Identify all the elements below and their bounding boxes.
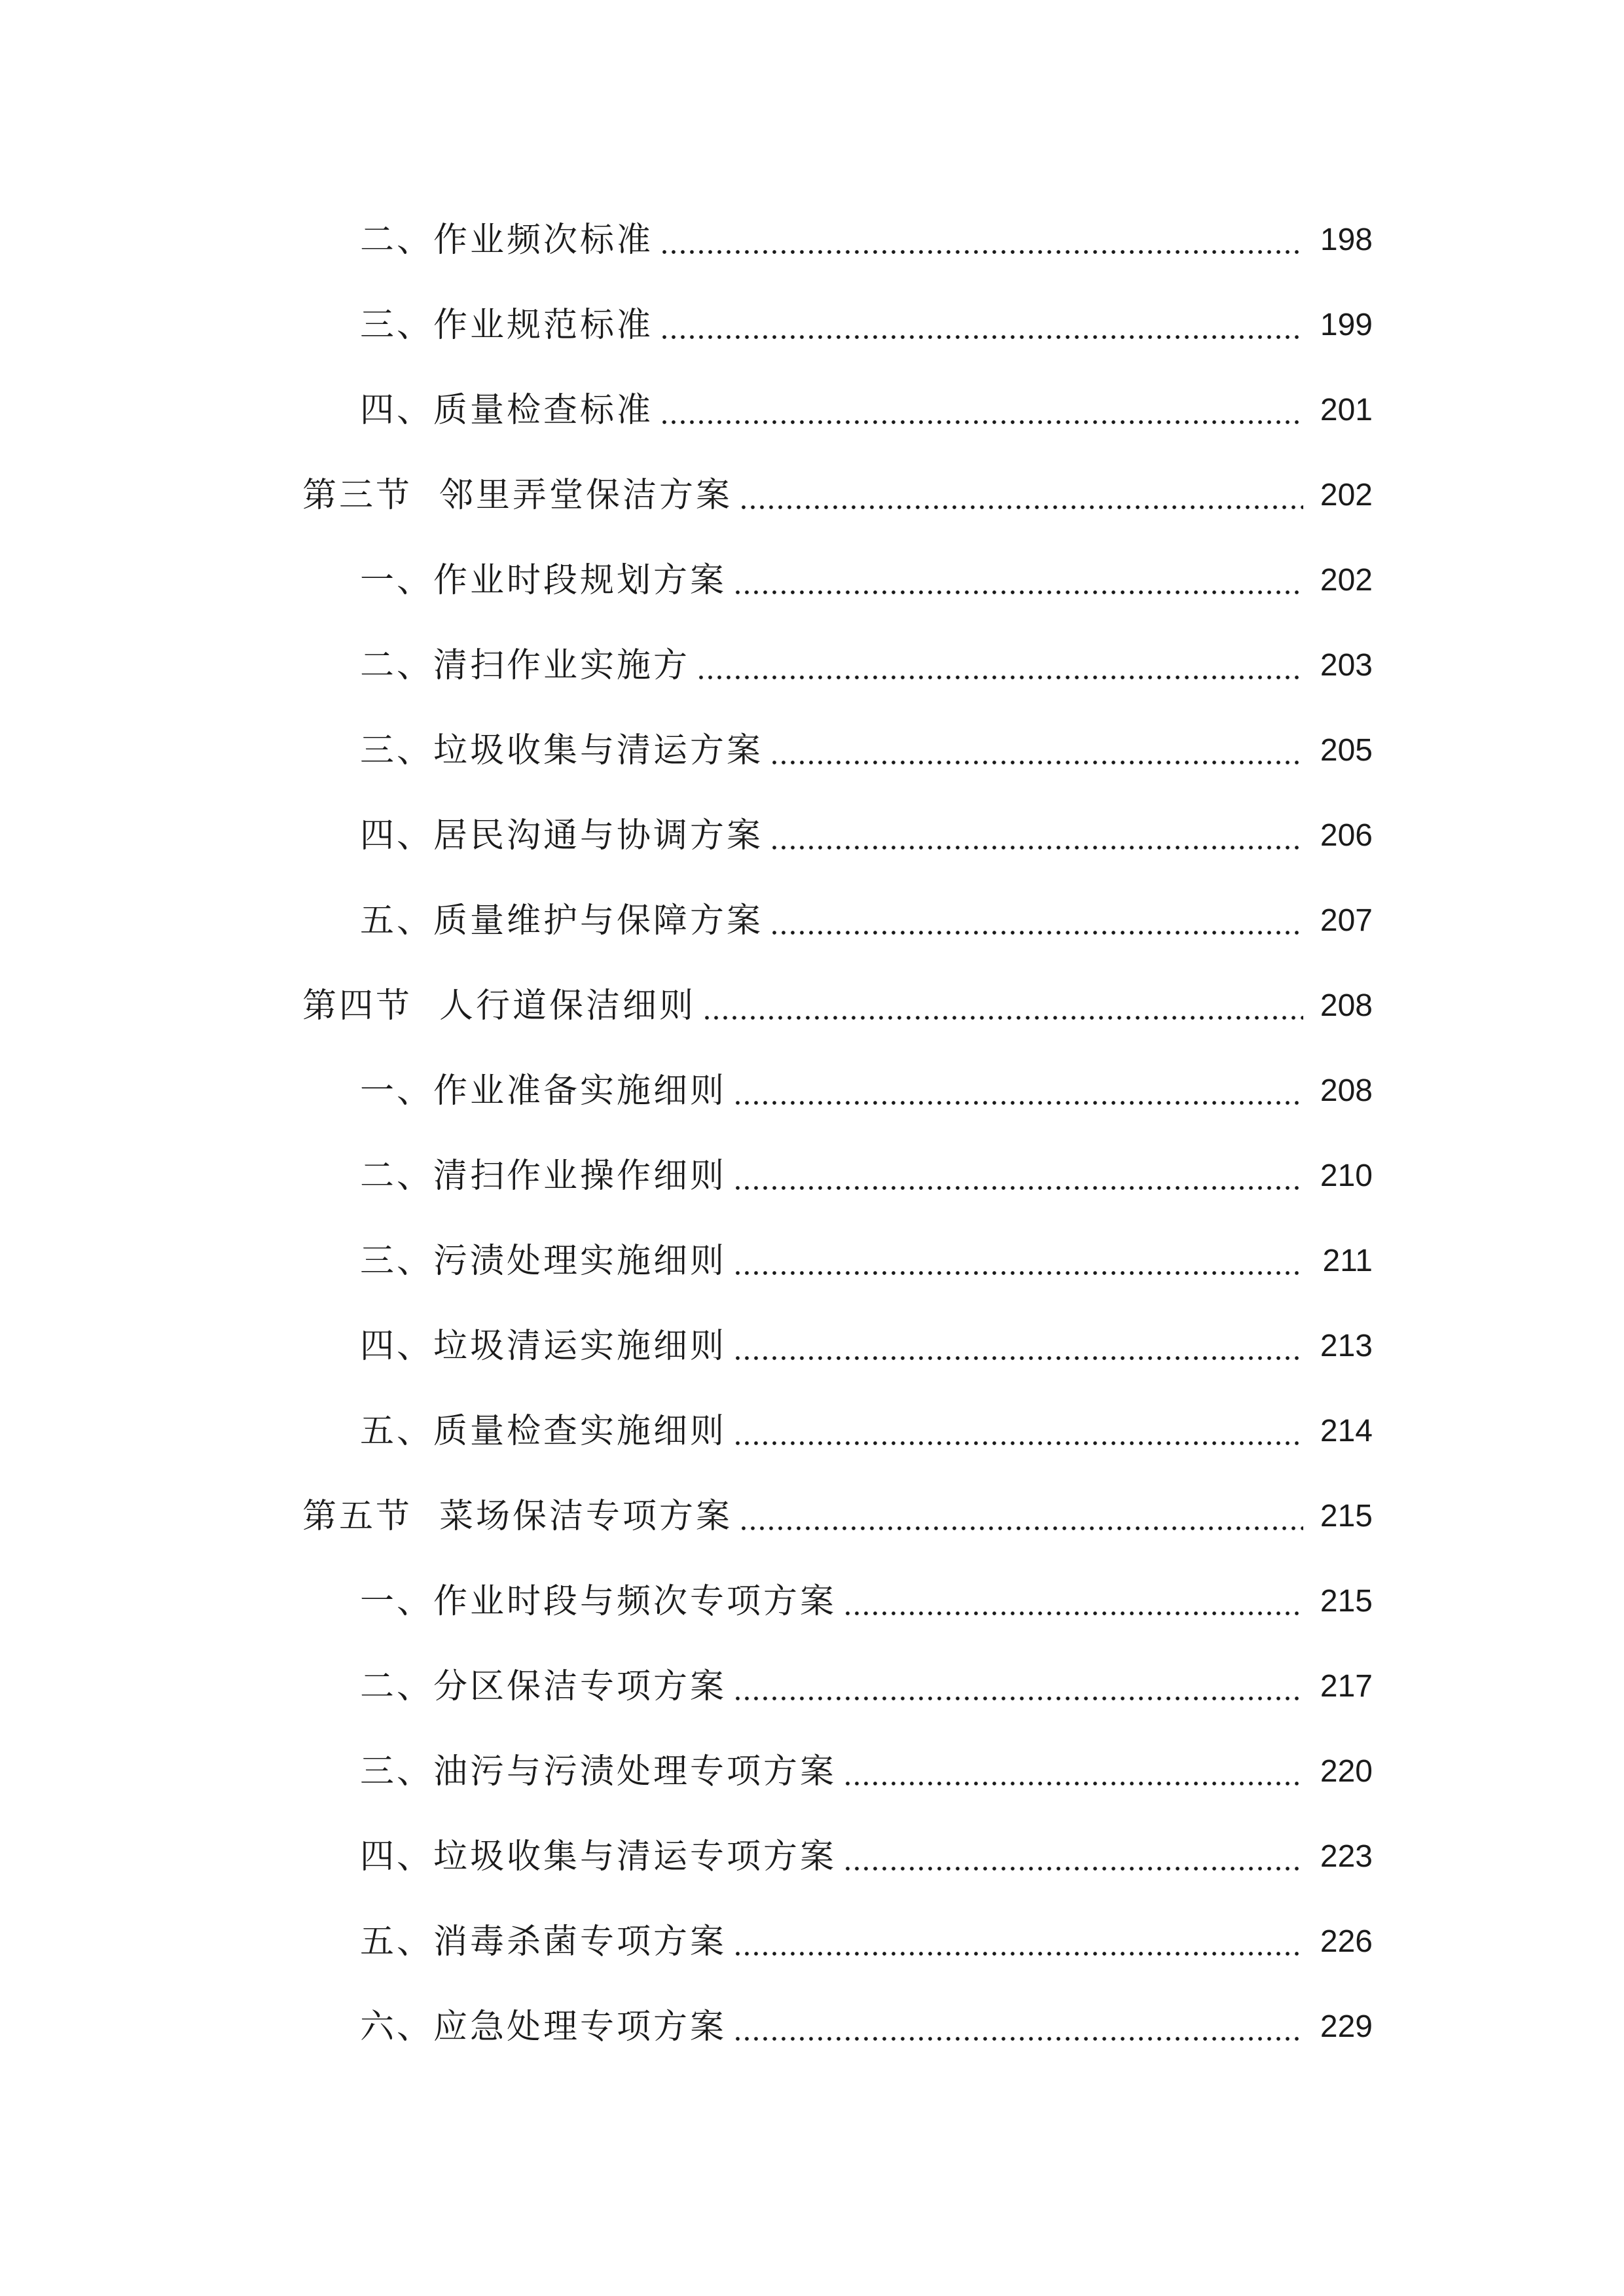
- toc-entry-page: 202: [1320, 563, 1373, 598]
- toc-entry[interactable]: [0, 1729, 1624, 1814]
- toc-entry-title: 二、清扫作业操作细则: [360, 1157, 727, 1196]
- toc-entry-page: 207: [1320, 903, 1373, 938]
- dot-leader: [733, 538, 1307, 623]
- toc-entry[interactable]: [0, 1814, 1624, 1899]
- toc-entry[interactable]: [0, 1049, 1624, 1134]
- toc-entry-page: 215: [1320, 1584, 1373, 1619]
- toc-entry[interactable]: [0, 1389, 1624, 1474]
- toc-entry-title: 一、作业时段与频次专项方案: [360, 1582, 837, 1621]
- dot-leader: [733, 1899, 1307, 1984]
- toc-entry-title: 三、污渍处理实施细则: [360, 1242, 727, 1281]
- dot-leader: [770, 708, 1307, 793]
- toc-entry-title: 四、垃圾清运实施细则: [360, 1327, 727, 1366]
- toc-entry-page: 201: [1320, 393, 1373, 427]
- toc-entry-page: 206: [1320, 818, 1373, 853]
- toc-entry-page: 208: [1320, 1073, 1373, 1108]
- toc-entry[interactable]: [0, 1219, 1624, 1304]
- toc-entry[interactable]: [0, 708, 1624, 793]
- toc-entry-page: 214: [1320, 1414, 1373, 1448]
- toc-section-entry[interactable]: [0, 1474, 1624, 1559]
- toc-entry-page: 203: [1320, 648, 1373, 683]
- toc-entry[interactable]: [0, 1984, 1624, 2070]
- dot-leader: [696, 623, 1307, 708]
- toc-entry-title: 四、质量检查标准: [360, 391, 654, 430]
- toc-entry[interactable]: [0, 623, 1624, 708]
- dot-leader: [739, 1474, 1307, 1559]
- toc-entry-title: 三、油污与污渍处理专项方案: [360, 1752, 837, 1791]
- toc-entry[interactable]: [0, 283, 1624, 368]
- toc-entry[interactable]: [0, 1134, 1624, 1219]
- toc-entry-page: 198: [1320, 223, 1373, 257]
- toc-entry-page: 229: [1320, 2009, 1373, 2044]
- toc-entry-title: 五、消毒杀菌专项方案: [360, 1922, 727, 1962]
- dot-leader: [660, 198, 1307, 283]
- toc-entry-title: 五、质量检查实施细则: [360, 1412, 727, 1451]
- toc-entry-title: 六、应急处理专项方案: [360, 2007, 727, 2047]
- dot-leader: [733, 1389, 1307, 1474]
- toc-entry-title: 二、清扫作业实施方: [360, 646, 691, 685]
- toc-entry-page: 215: [1320, 1499, 1373, 1534]
- dot-leader: [733, 1644, 1307, 1729]
- dot-leader: [843, 1814, 1307, 1899]
- toc-entry-title: 第三节 邻里弄堂保洁方案: [302, 476, 733, 515]
- toc-entry-page: 226: [1320, 1924, 1373, 1959]
- toc-entry-title: 四、垃圾收集与清运专项方案: [360, 1837, 837, 1876]
- dot-leader: [733, 1134, 1307, 1219]
- toc-section-entry[interactable]: [0, 453, 1624, 538]
- toc-entry-page: 211: [1322, 1244, 1373, 1278]
- dot-leader: [733, 1219, 1307, 1304]
- toc-entry-page: 208: [1320, 988, 1373, 1023]
- dot-leader: [770, 878, 1307, 963]
- toc-entry-title: 一、作业准备实施细则: [360, 1071, 727, 1111]
- dot-leader: [660, 283, 1307, 368]
- dot-leader: [660, 368, 1307, 453]
- toc-entry-page: 205: [1320, 733, 1373, 768]
- dot-leader: [733, 1984, 1307, 2070]
- dot-leader: [739, 453, 1307, 538]
- toc-entry-page: 202: [1320, 478, 1373, 512]
- toc-entry-title: 四、居民沟通与协调方案: [360, 816, 764, 855]
- table-of-contents: [0, 198, 1624, 2070]
- toc-entry-page: 210: [1320, 1158, 1373, 1193]
- toc-entry[interactable]: [0, 368, 1624, 453]
- toc-entry-page: 213: [1320, 1329, 1373, 1363]
- toc-entry-title: 一、作业时段规划方案: [360, 561, 727, 600]
- toc-entry-title: 五、质量维护与保障方案: [360, 901, 764, 941]
- toc-entry[interactable]: [0, 1644, 1624, 1729]
- toc-entry[interactable]: [0, 1304, 1624, 1389]
- dot-leader: [843, 1729, 1307, 1814]
- toc-entry[interactable]: [0, 198, 1624, 283]
- toc-entry-title: 第五节 菜场保洁专项方案: [302, 1497, 733, 1536]
- toc-entry-title: 二、作业频次标准: [360, 221, 654, 260]
- dot-leader: [843, 1559, 1307, 1644]
- toc-entry-title: 二、分区保洁专项方案: [360, 1667, 727, 1706]
- toc-entry[interactable]: [0, 1899, 1624, 1984]
- dot-leader: [733, 1049, 1307, 1134]
- toc-section-entry[interactable]: [0, 963, 1624, 1049]
- toc-entry-page: 220: [1320, 1754, 1373, 1789]
- dot-leader: [733, 1304, 1307, 1389]
- toc-entry-title: 三、作业规范标准: [360, 306, 654, 345]
- toc-entry-page: 199: [1320, 308, 1373, 342]
- toc-entry[interactable]: [0, 793, 1624, 878]
- toc-entry-title: 三、垃圾收集与清运方案: [360, 731, 764, 770]
- toc-entry[interactable]: [0, 538, 1624, 623]
- toc-entry[interactable]: [0, 878, 1624, 963]
- toc-entry-page: 217: [1320, 1669, 1373, 1704]
- toc-entry-title: 第四节 人行道保洁细则: [302, 986, 696, 1026]
- dot-leader: [770, 793, 1307, 878]
- dot-leader: [702, 963, 1307, 1049]
- toc-entry[interactable]: [0, 1559, 1624, 1644]
- toc-entry-page: 223: [1320, 1839, 1373, 1874]
